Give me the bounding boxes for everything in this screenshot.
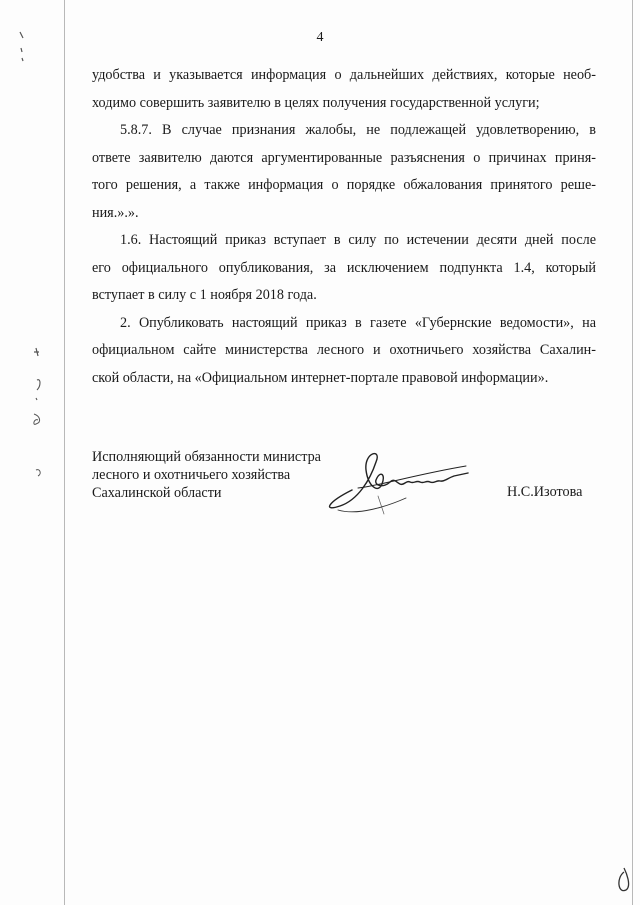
signatory-title-line: Сахалинской области: [92, 485, 222, 501]
handwritten-signature: [318, 440, 478, 520]
paragraph-line: ходимо совершить заявителю в целях получения государственной услуги;: [92, 94, 540, 111]
page-number: 4: [316, 30, 324, 45]
paragraph-line: официальном сайте министерства лесного и охотничьего хозяйства Сахалин-: [92, 342, 596, 358]
paragraph-line: того решения, а также информация о порядке обжалования принятого реше-: [92, 177, 596, 193]
paragraph-line: ния.».».: [92, 204, 139, 221]
scan-margin-line-right: [632, 0, 633, 905]
paragraph-line: ской области, на «Официальном интернет-портале правовой информации».: [92, 369, 549, 386]
paragraph-line: удобства и указывается информация о дальнейших действиях, которые необ-: [92, 67, 596, 83]
signatory-title-line: лесного и охотничьего хозяйства: [92, 467, 291, 483]
document-body: [92, 62, 596, 392]
signatory-title-line: Исполняющий обязанности министра: [92, 449, 321, 465]
signatory-name: Н.С.Изотова: [507, 484, 583, 500]
paragraph-line: вступает в силу с 1 ноября 2018 года.: [92, 287, 317, 303]
paragraph-line: его официального опубликования, за исключением подпункта 1.4, который: [92, 259, 596, 276]
paragraph-line: 2. Опубликовать настоящий приказ в газете «Губернские ведомости», на: [120, 314, 596, 331]
paragraph-line: ответе заявителю даются аргументированные разъяснения о причинах приня-: [92, 149, 596, 166]
paragraph-line: 1.6. Настоящий приказ вступает в силу по истечении десяти дней после: [120, 232, 596, 248]
scan-margin-line-left: [64, 0, 65, 905]
paragraph-line: 5.8.7. В случае признания жалобы, не подлежащей удовлетворению, в: [120, 122, 596, 138]
